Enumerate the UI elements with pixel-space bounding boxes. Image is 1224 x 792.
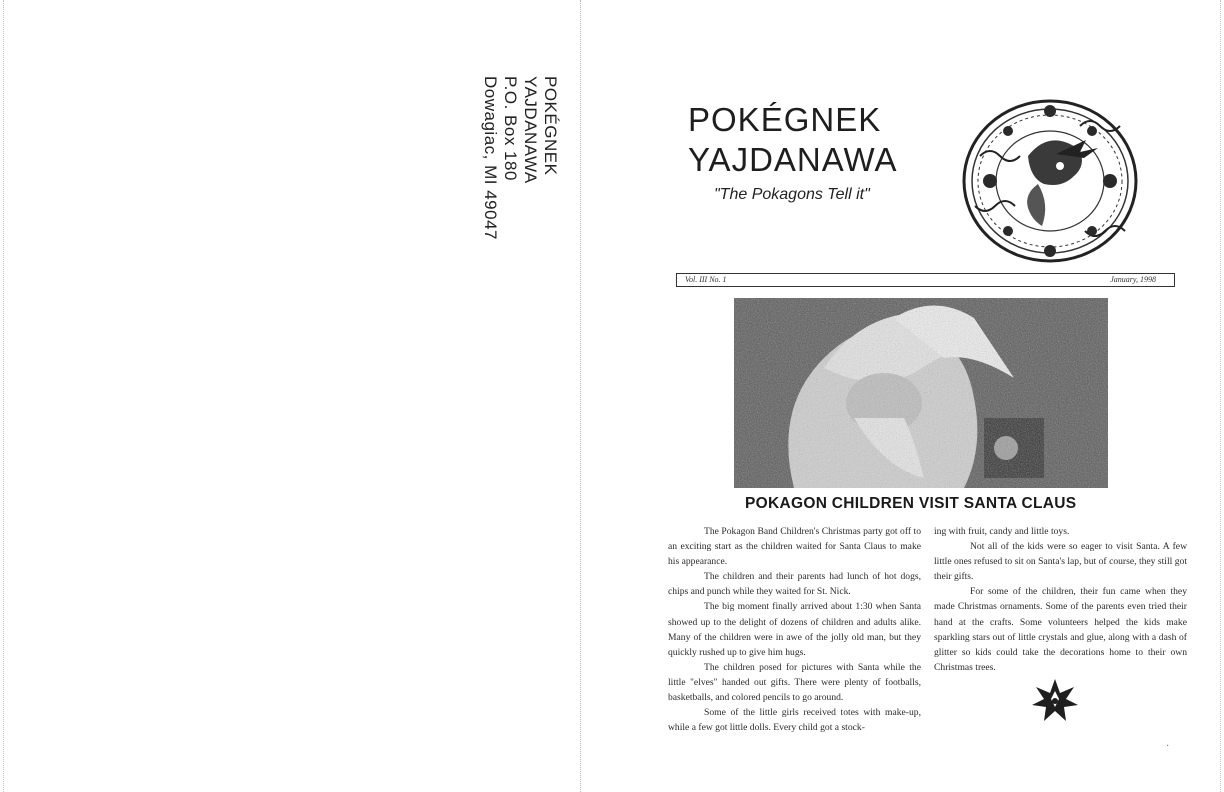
newsletter-title — [688, 100, 897, 180]
santa-photo — [734, 298, 1108, 488]
article-paragraph: The Pokagon Band Children's Christmas party got off to an exciting start as the children waited for Santa Claus to make his appearance. — [668, 526, 921, 568]
mailing-address — [480, 76, 560, 240]
title-line-1: POKÉGNEK — [688, 101, 882, 138]
address-line-name: POKÉGNEK — [541, 76, 560, 176]
article-paragraph: The big moment finally arrived about 1:30 when Santa showed up to the delight of dozens of children and adults alike. Many of the children were in awe of the jolly old man, but they quickly rushed up to give him hugs. — [668, 601, 921, 658]
article-column-right — [934, 524, 1187, 675]
address-line-city: Dowagiac, MI 49047 — [481, 76, 500, 240]
address-line-pobox: P.O. Box 180 — [501, 76, 520, 181]
eight-point-star-icon — [1030, 677, 1080, 725]
article-column-left — [668, 524, 921, 735]
article-paragraph: The children and their parents had lunch of hot dogs, chips and punch while they waited for St. Nick. — [668, 571, 921, 598]
article-paragraph: ing with fruit, candy and little toys. — [934, 526, 1070, 537]
issue-volume: Vol. III No. 1 — [685, 275, 727, 284]
newsletter-tagline: "The Pokagons Tell it" — [714, 186, 870, 203]
address-line-name2: YAJDANAWA — [521, 76, 540, 184]
issue-info-bar — [676, 273, 1175, 287]
article-paragraph: Not all of the kids were so eager to visit Santa. A few little ones refused to sit on Santa's lap, but of course, they still got their gifts. — [934, 541, 1187, 583]
article-paragraph: For some of the children, their fun came when they made Christmas ornaments. Some of the parents even tried their hand at the crafts. Some volunteers helped the kids make sparkling stars out of little crystals and glue, along with a dash of glitter so kids could take the decorations home to their own Christmas trees. — [934, 586, 1187, 673]
article-paragraph: The children posed for pictures with Santa while the little "elves" handed out gifts. There were plenty of footballs, basketballs, and colored pencils to go around. — [668, 661, 921, 704]
tribal-seal-icon — [960, 96, 1140, 266]
article-paragraph: Some of the little girls received totes with make-up, while a few got little dolls. Every child got a stock- — [668, 707, 921, 734]
scan-edge-left — [3, 0, 4, 792]
scan-mark: · — [1166, 741, 1170, 752]
article-headline: POKAGON CHILDREN VISIT SANTA CLAUS — [745, 495, 1077, 512]
page-fold — [580, 0, 581, 792]
issue-date: January, 1998 — [1110, 275, 1156, 284]
title-line-2: YAJDANAWA — [688, 141, 898, 178]
scan-edge-right — [1220, 0, 1221, 792]
